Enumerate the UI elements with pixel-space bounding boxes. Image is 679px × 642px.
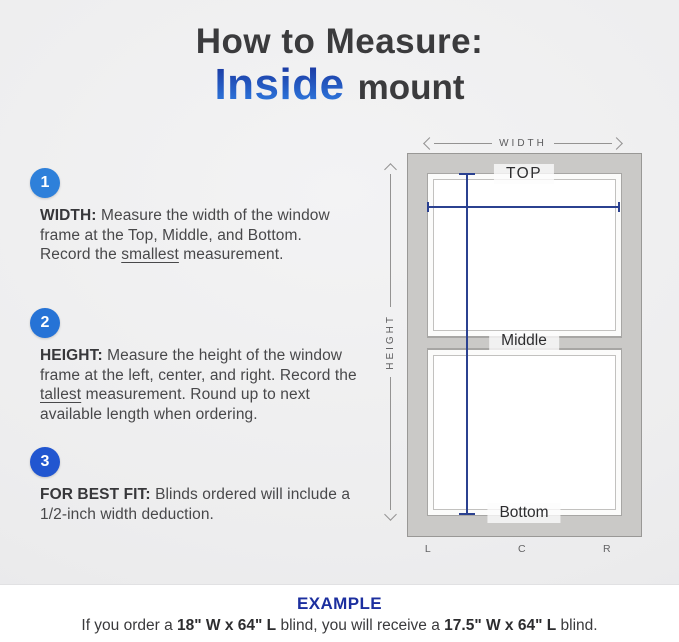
step-3-text — [40, 485, 372, 524]
page-title — [0, 22, 679, 111]
step-3 — [30, 447, 372, 524]
step-1-text — [40, 206, 340, 265]
dimension-line — [554, 143, 612, 144]
step-2-number-badge: 2 — [30, 308, 60, 338]
marker-right: R — [602, 543, 612, 555]
arrow-up-icon — [384, 163, 397, 176]
measure-line-bar — [466, 173, 468, 515]
example-heading: EXAMPLE — [297, 594, 382, 613]
dimension-line — [390, 377, 391, 510]
step-2 — [30, 308, 362, 424]
arrow-down-icon — [384, 508, 397, 521]
step-2-text-after: measurement. Round up to next available length when ordering. — [40, 386, 310, 423]
step-2-text — [40, 346, 362, 424]
window-bottom-glass — [433, 355, 616, 510]
title-highlight: Inside — [214, 60, 345, 109]
window-top-sash — [427, 173, 622, 337]
marker-center: C — [517, 543, 527, 555]
title-suffix: mount — [357, 68, 465, 107]
width-dimension-label: WIDTH — [499, 137, 547, 149]
label-middle: Middle — [489, 331, 559, 351]
step-1-text-before: Measure the width of the window frame at the Top, Middle, and Bottom. Record the — [40, 207, 330, 263]
step-3-number-badge: 3 — [30, 447, 60, 477]
step-1-underlined-word: smallest — [121, 246, 179, 263]
height-measure-line — [466, 173, 468, 515]
example-sentence — [0, 617, 679, 635]
label-top: TOP — [494, 164, 554, 184]
dimension-line — [434, 143, 492, 144]
dimension-line — [390, 174, 391, 307]
window-top-glass — [433, 179, 616, 331]
window-measure-diagram — [370, 135, 670, 565]
window-bottom-sash — [427, 349, 622, 516]
step-1-text-after: measurement. — [178, 246, 284, 263]
step-3-label: FOR BEST FIT: — [40, 486, 151, 503]
marker-left: L — [424, 543, 432, 555]
step-1 — [30, 168, 340, 265]
step-3-text-before: Blinds ordered will include a 1/2-inch width deduction. — [40, 486, 351, 523]
example-ordered-size: 18" W x 64" L — [177, 617, 277, 634]
step-2-underlined-word: tallest — [40, 386, 82, 403]
title-line-2 — [0, 62, 679, 111]
height-dimension-label: HEIGHT — [384, 314, 396, 370]
example-text-before: If you order a — [81, 617, 178, 634]
arrow-left-icon — [423, 137, 436, 150]
example-text-after: blind. — [556, 617, 598, 634]
step-1-number-badge: 1 — [30, 168, 60, 198]
width-dimension-arrow — [425, 136, 621, 150]
arrow-right-icon — [610, 137, 623, 150]
measure-tick-bottom — [459, 513, 475, 515]
step-2-label: HEIGHT: — [40, 347, 103, 364]
example-text-mid: blind, you will receive a — [276, 617, 445, 634]
step-2-text-before: Measure the height of the window frame at the left, center, and right. Record the — [40, 347, 357, 384]
example-received-size: 17.5" W x 64" L — [444, 617, 557, 634]
measure-line-bar — [427, 206, 620, 208]
width-measure-line — [427, 206, 620, 208]
label-bottom: Bottom — [487, 503, 560, 523]
measure-tick-right — [618, 202, 620, 212]
title-line-1: How to Measure: — [195, 22, 484, 61]
step-1-label: WIDTH: — [40, 207, 97, 224]
example-section — [0, 584, 679, 642]
height-dimension-arrow — [383, 165, 397, 519]
